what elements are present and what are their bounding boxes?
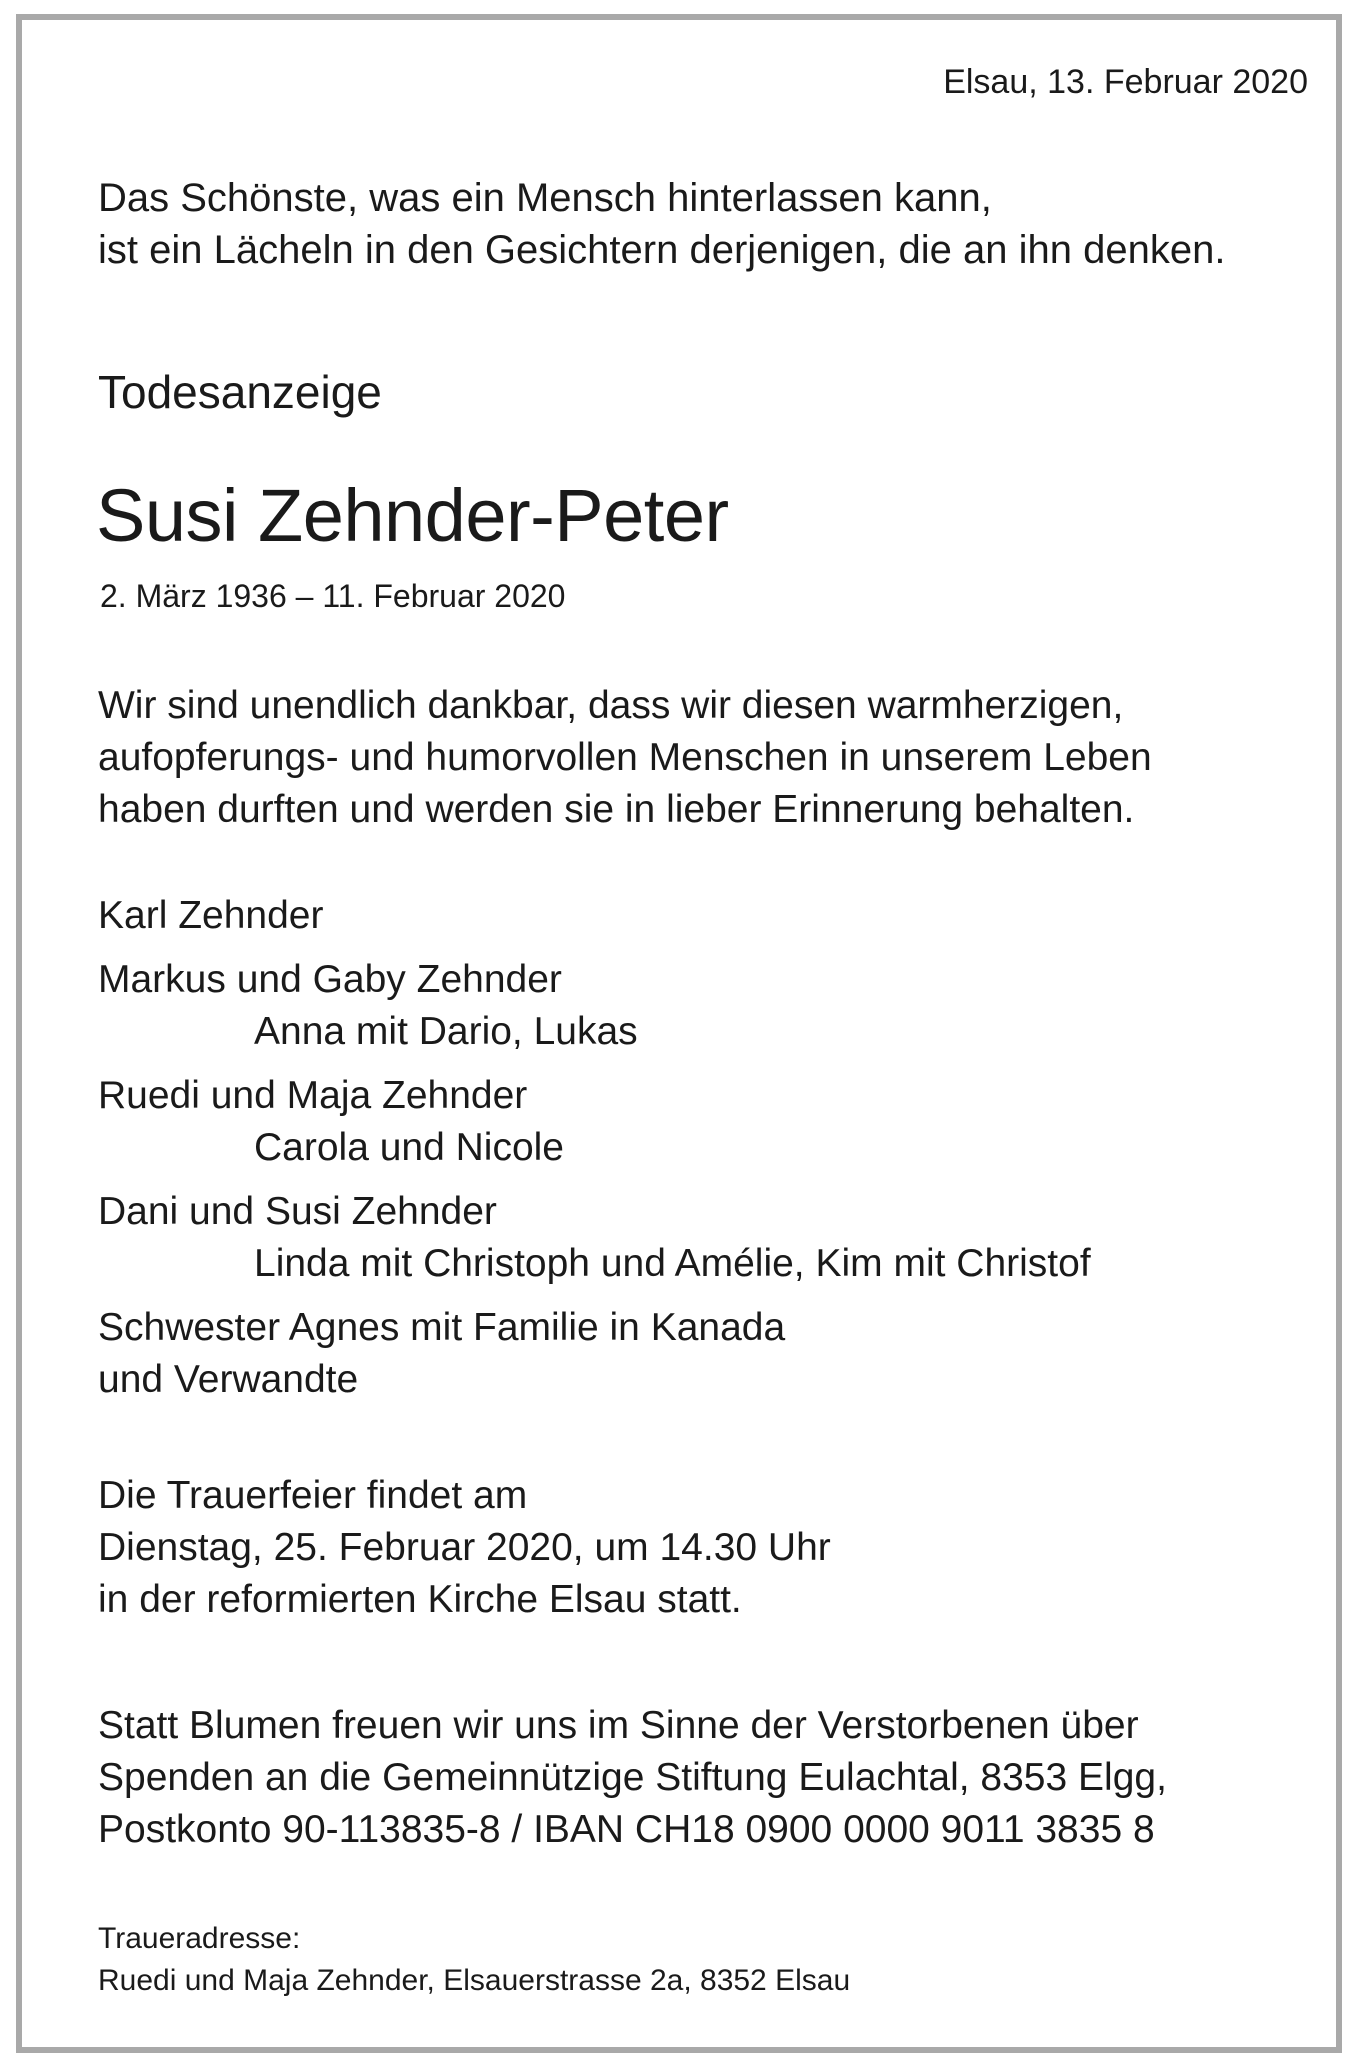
donation-info bbox=[98, 1700, 1167, 1856]
quote bbox=[98, 172, 1225, 276]
address-value: Ruedi und Maja Zehnder, Elsauerstrasse 2a, 8352 Elsau bbox=[98, 1964, 851, 1997]
ceremony-line: Die Trauerfeier findet am bbox=[98, 1474, 528, 1517]
mourners-list bbox=[98, 890, 1091, 1418]
address-label: Traueradresse: bbox=[98, 1922, 301, 1955]
mourner-name: Karl Zehnder bbox=[98, 894, 324, 937]
donation-line: Postkonto 90-113835-8 / IBAN CH18 0900 0000 9011 3835 8 bbox=[98, 1808, 1155, 1851]
deceased-name: Susi Zehnder-Peter bbox=[96, 474, 729, 557]
mourner-name: Schwester Agnes mit Familie in Kanada bbox=[98, 1306, 786, 1349]
tribute-line: haben durften und werden sie in lieber Erinnerung behalten. bbox=[98, 788, 1135, 831]
tribute-text bbox=[98, 680, 1152, 836]
mourning-address bbox=[98, 1918, 850, 2002]
ceremony-line: in der reformierten Kirche Elsau statt. bbox=[98, 1578, 742, 1621]
donation-line: Statt Blumen freuen wir uns im Sinne der Verstorbenen über bbox=[98, 1704, 1139, 1747]
mourner-group bbox=[98, 954, 1091, 1058]
ceremony-line: Dienstag, 25. Februar 2020, um 14.30 Uhr bbox=[98, 1526, 831, 1569]
mourner-name: Dani und Susi Zehnder bbox=[98, 1190, 497, 1233]
mourner-name: und Verwandte bbox=[98, 1358, 359, 1401]
mourner-group bbox=[98, 1302, 1091, 1406]
life-dates: 2. März 1936 – 11. Februar 2020 bbox=[100, 578, 566, 614]
tribute-line: aufopferungs- und humorvollen Menschen in unserem Leben bbox=[98, 736, 1152, 779]
mourner-children: Carola und Nicole bbox=[254, 1126, 565, 1169]
mourner-group bbox=[98, 890, 1091, 942]
mourner-children: Linda mit Christoph und Amélie, Kim mit Christof bbox=[254, 1242, 1091, 1285]
mourner-name: Markus und Gaby Zehnder bbox=[98, 958, 562, 1001]
notice-heading: Todesanzeige bbox=[98, 366, 382, 418]
place-date: Elsau, 13. Februar 2020 bbox=[943, 63, 1308, 101]
quote-line: Das Schönste, was ein Mensch hinterlassen kann, bbox=[98, 176, 992, 220]
quote-line: ist ein Lächeln in den Gesichtern derjenigen, die an ihn denken. bbox=[98, 228, 1226, 272]
donation-line: Spenden an die Gemeinnützige Stiftung Eulachtal, 8353 Elgg, bbox=[98, 1756, 1167, 1799]
mourner-group bbox=[98, 1186, 1091, 1290]
mourner-name: Ruedi und Maja Zehnder bbox=[98, 1074, 528, 1117]
tribute-line: Wir sind unendlich dankbar, dass wir diesen warmherzigen, bbox=[98, 684, 1124, 727]
mourner-children: Anna mit Dario, Lukas bbox=[254, 1010, 638, 1053]
mourner-group bbox=[98, 1070, 1091, 1174]
ceremony-info bbox=[98, 1470, 831, 1626]
